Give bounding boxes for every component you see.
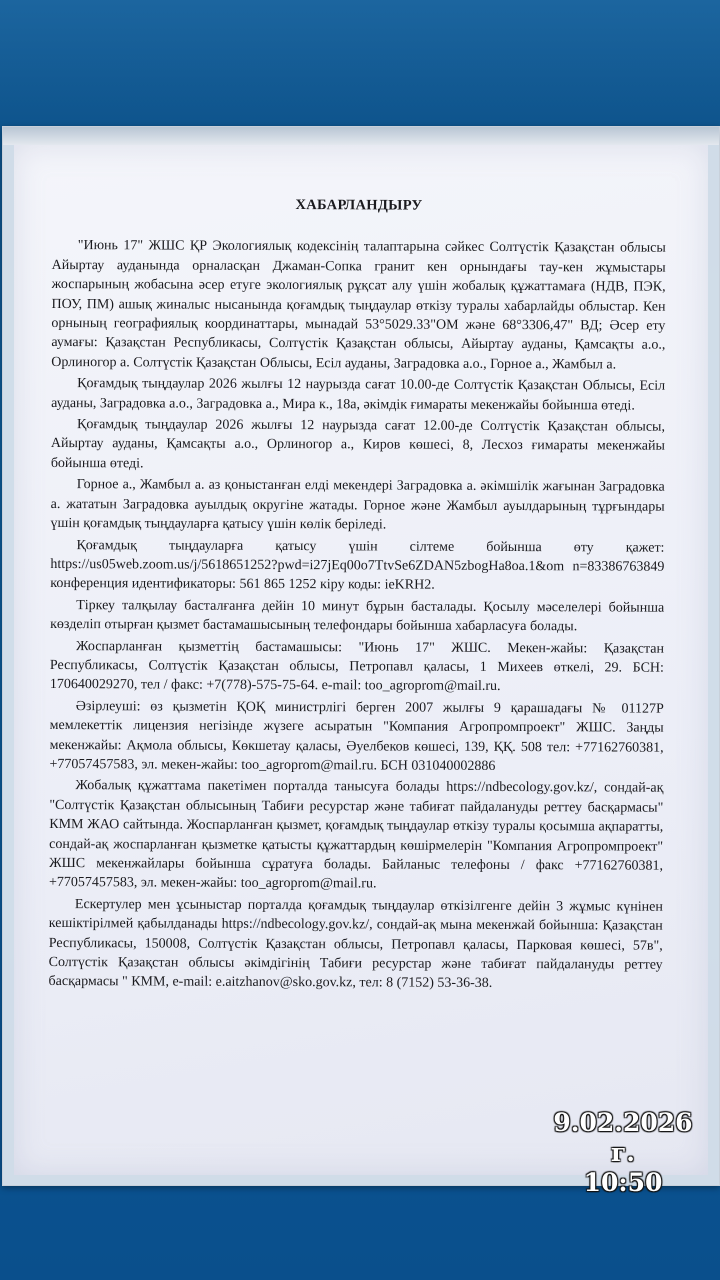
timestamp-time: 10:50: [583, 1168, 663, 1197]
notice-paragraph: Қоғамдық тыңдаулар 2026 жылғы 12 наурызда сағат 12.00-де Солтүстік Қазақстан облысы, Айыртау ауданы, Қамсақты а.о., Орлиногор а., Киров көшесі, 8, Лесхоз ғимараты мекенжайы бойынша өтеді.: [50, 417, 666, 472]
notice-content: [49, 195, 666, 997]
photo-timestamp: [548, 1108, 698, 1198]
timestamp-date: 9.02.2026 г.: [553, 1108, 693, 1167]
notice-title: ХАБАРЛАНДЫРУ: [295, 197, 423, 214]
notice-paragraph: Әзірлеуші: өз қызметін ҚОҚ министрлігі берген 2007 жылғы 9 қарашадағы № 01127Р мемлекеттік лицензия негізінде жүзеге асыратын "Компания Агропромпроект" ЖШС. Заңды мекенжайы: Ақмола облысы, Көкшетау қаласы, Әуелбеков көшесі, 139, ҚҚ. 508 тел: +77162760381, +77057457583, эл. мекен-жайы: too_agroprom@mail.ru. БСН 031040002886: [49, 698, 664, 774]
notice-paragraph: Қоғамдық тыңдаулар 2026 жылғы 12 наурызда сағат 10.00-де Солтүстік Қазақстан Облысы, Есіл ауданы, Заградовка а.о., Заградовка а., Мира к., 18а, әкімдік ғимараты мекенжайы бойынша өтеді.: [51, 376, 666, 414]
notice-paragraph: Ескертулер мен ұсыныстар порталда қоғамдық тыңдаулар өткізілгенге дейін 3 жұмыс күнінен кешіктірілмей қабылданады https://ndbecology.gov.kz/, сондай-ақ мына мекенжай бойынша: Қазақстан Республикасы, 150008, Солтүстік Қазақстан облысы, Петропавл қаласы, Парковая көшесі, 57в", Солтүстік Қазақстан облысы әкімдігінің Табиғи ресурстар және табиғат пайдалануды реттеу басқармасы " КММ, e-mail: e.aitzhanov@sko.gov.kz, тел: 8 (7152) 53-36-38.: [48, 896, 663, 992]
notice-paragraph: Горное а., Жамбыл а. аз қоныстанған елді мекендері Заградовка а. әкімшілік жағынан Заградовка а. жататын Заградовка ауылдық округіне жатады. Горное және Жамбыл ауылдарының тұрғындары үшін қоғамдық тыңдауларға қатысу үшін көлік беріледі.: [50, 477, 665, 533]
notice-paragraph: Қоғамдық тыңдауларға қатысу үшін сілтеме бойынша өту қажет: https://us05web.zoom.us/j/5618651252?pwd=i27jEq00o7TtvSe6ZDAN5zbogHa8oa.1&om n=83386763849 конференция идентификаторы: 561 865 1252 кіру коды: ieKRH2.: [50, 537, 665, 593]
notice-paragraph: Жобалық құжаттама пакетімен порталда танысуға болады https://ndbecology.gov.kz/, сондай-ақ "Солтүстік Қазақстан облысының Табиғи ресурстар және табиғат пайдалануды реттеу басқармасы" КММ ЖАО сайтында. Жоспарланған қызмет, қоғамдық тыңдаулар өткізу туралы қосымша ақпаратты, сондай-ақ жоспарланған қызметке қатысты құжаттардың көшірмелерін "Компания Агропромпроект" ЖШС мекенжайлары бойынша сұратуға болады. Байланыс телефоны / факс +77162760381, +77057457583, эл. мекен-жайы: too_agroprom@mail.ru.: [48, 778, 664, 892]
notice-paragraph: "Июнь 17" ЖШС ҚР Экологиялық кодексінің талаптарына сәйкес Солтүстік Қазақстан облысы Айыртау ауданында орналасқан Джаман-Сопка гранит кен орнындағы тау-кен жұмыстары жоспарының жобасына әсер етуге экологиялық рұқсат алу үшін жобалық құжаттамаға (НДВ, ПЭК, ПОУ, ПМ) ашық жиналыс нысанында қоғамдық тыңдаулар өткізу туралы хабарлайды облыстар. Кен орнының географиялық координаттары, мынадай 53°5029.33"ОМ және 68°3306,47" ВД; Әсер ету аумағы: Қазақстан Республикасы, Солтүстік Қазақстан облысы, Айыртау ауданы, Қамсақты а.о., Орлиногор а. Солтүстік Қазақстан Облысы, Есіл ауданы, Заградовка а.о., Горное а., Жамбыл а.: [51, 238, 666, 373]
sleeve-top-strip: [3, 127, 719, 145]
notice-paragraph: Жоспарланған қызметтің бастамашысы: "Июнь 17" ЖШС. Мекен-жайы: Қазақстан Республикасы, Солтүстік Қазақстан облысы, Петропавл қаласы, 1 Михеев өткелі, 29. БСН: 170640029270, тел / факс: +7(778)-575-75-64. e-mail: too_agroprom@mail.ru.: [49, 638, 665, 695]
notice-paragraph: Тіркеу талқылау басталғанға дейін 10 минут бұрын басталады. Қосылу мәселелері бойынша көзделіп отырған қызмет бастамашысының телефондары бойынша хабарласуға болады.: [50, 597, 665, 635]
board-background: [0, 0, 720, 140]
